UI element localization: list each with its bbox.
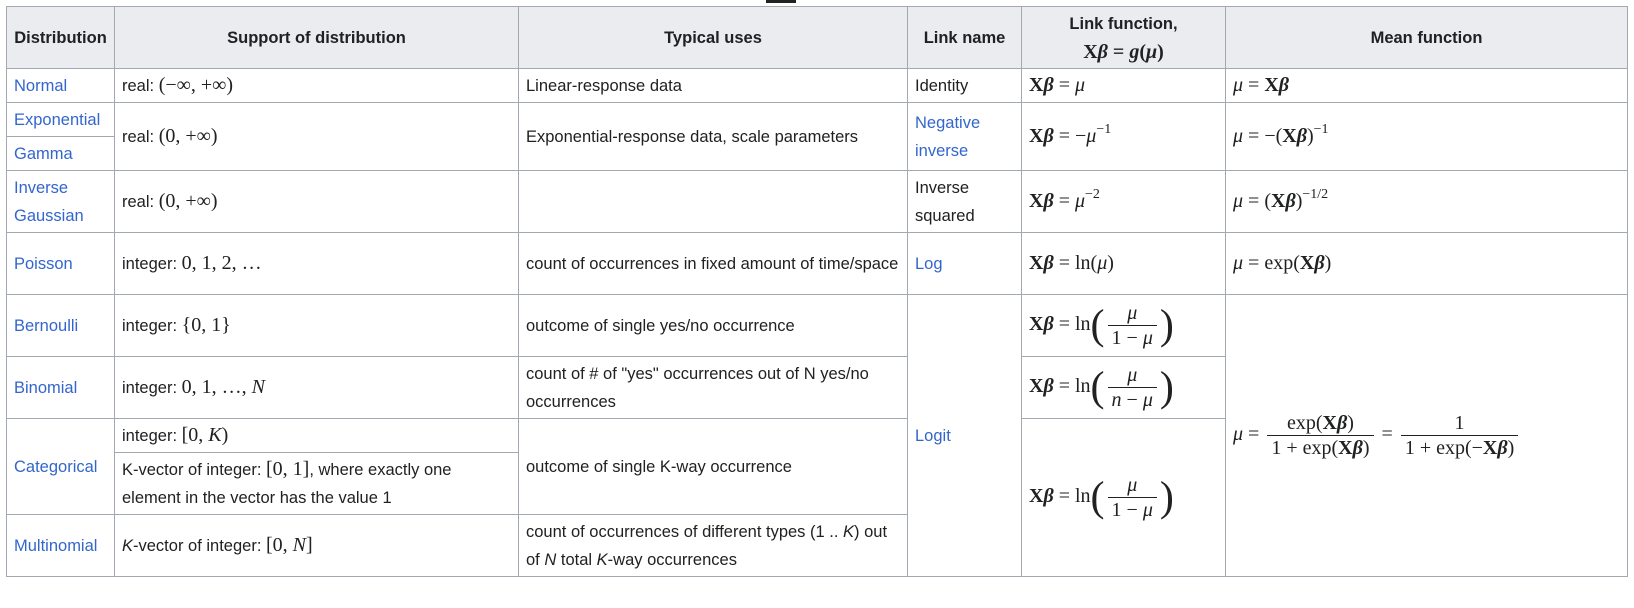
table-row-bernoulli	[7, 295, 1628, 357]
cell-uses-categorical: outcome of single K-way occurrence	[519, 419, 908, 515]
cell-support-bernoulli: integer: {0, 1}	[115, 295, 519, 357]
link-logit[interactable]: Logit	[915, 426, 951, 445]
link-multinomial[interactable]: Multinomial	[14, 536, 98, 555]
header-typical-uses: Typical uses	[519, 7, 908, 69]
link-categorical[interactable]: Categorical	[14, 457, 98, 476]
cell-support-categorical-2: K-vector of integer: [0, 1], where exactly one element in the vector has the value 1	[115, 453, 519, 515]
cell-link-function-binomial: Xβ = ln( $\frac{\mu}{n - \mu}$ )	[1022, 357, 1226, 419]
link-exponential[interactable]: Exponential	[14, 110, 101, 129]
header-row	[7, 7, 1628, 69]
cell-support-poisson: integer: 0, 1, 2, …	[115, 233, 519, 295]
cell-distribution-categorical	[7, 419, 115, 515]
cell-link-function-normal: Xβ = μ	[1022, 69, 1226, 103]
cell-link-function-categorical: Xβ = ln( $\frac{\mu}{1 - \mu}$ )	[1022, 419, 1226, 577]
cell-mean-function-inverse-gaussian: $\mu = (X\beta)^{-1/2}$	[1226, 171, 1628, 233]
cell-mean-function-exponential-gamma: $\mu = -(X\beta)^{-1}$	[1226, 103, 1628, 171]
cell-uses-normal: Linear-response data	[519, 69, 908, 103]
cell-support-multinomial: K-vector of integer: [0, N]	[115, 515, 519, 577]
cell-distribution-exponential	[7, 103, 115, 137]
cell-distribution-bernoulli	[7, 295, 115, 357]
header-distribution: Distribution	[7, 7, 115, 69]
table-row-normal	[7, 69, 1628, 103]
link-poisson[interactable]: Poisson	[14, 254, 73, 273]
link-log[interactable]: Log	[915, 254, 943, 273]
cell-link-name-normal: Identity	[908, 69, 1022, 103]
cell-link-function-inverse-gaussian: $X\beta = \mu^{-2}$	[1022, 171, 1226, 233]
cell-support-inverse-gaussian: real: (0, +∞)	[115, 171, 519, 233]
cell-uses-multinomial: count of occurrences of different types (1 .. K) out of N total K-way occurrences	[519, 515, 908, 577]
cell-link-name-exponential-gamma	[908, 103, 1022, 171]
cell-distribution-inverse-gaussian	[7, 171, 115, 233]
header-link-function-label: Link function,	[1069, 14, 1178, 33]
cell-uses-bernoulli: outcome of single yes/no occurrence	[519, 295, 908, 357]
table-row-poisson	[7, 233, 1628, 295]
cell-uses-poisson: count of occurrences in fixed amount of time/space	[519, 233, 908, 295]
cell-uses-binomial: count of # of "yes" occurrences out of N yes/no occurrences	[519, 357, 908, 419]
cell-distribution-binomial	[7, 357, 115, 419]
link-normal[interactable]: Normal	[14, 76, 68, 95]
header-mean-function: Mean function	[1226, 7, 1628, 69]
cell-distribution-gamma	[7, 137, 115, 171]
cell-link-name-inverse-gaussian: Inverse squared	[908, 171, 1022, 233]
cell-link-function-poisson: Xβ = ln(μ)	[1022, 233, 1226, 295]
cell-link-function-exponential-gamma: $X\beta = -\mu^{-1}$	[1022, 103, 1226, 171]
cell-link-name-poisson	[908, 233, 1022, 295]
cell-support-binomial: integer: 0, 1, …, N	[115, 357, 519, 419]
glm-link-functions-table	[6, 6, 1628, 577]
cell-link-name-logit	[908, 295, 1022, 577]
cell-distribution-poisson	[7, 233, 115, 295]
caption-fragment	[766, 0, 796, 3]
cell-mean-function-logit: μ = $\frac{\exp(X\beta)}{1 + \exp(X\beta)}$ = $\frac{1}{1 + \exp(-X\beta)}$	[1226, 295, 1628, 577]
cell-mean-function-normal: μ = Xβ	[1226, 69, 1628, 103]
cell-uses-inverse-gaussian	[519, 171, 908, 233]
link-gamma[interactable]: Gamma	[14, 144, 73, 163]
table-row-exponential	[7, 103, 1628, 137]
cell-support-exponential-gamma: real: (0, +∞)	[115, 103, 519, 171]
header-link-name: Link name	[908, 7, 1022, 69]
link-bernoulli[interactable]: Bernoulli	[14, 316, 79, 335]
link-inverse-gaussian[interactable]: Inverse Gaussian	[14, 178, 84, 225]
cell-distribution-normal	[7, 69, 115, 103]
link-negative-inverse[interactable]: Negative inverse	[915, 113, 981, 160]
table-row-inverse-gaussian	[7, 171, 1628, 233]
header-link-function	[1022, 7, 1226, 69]
cell-support-normal: real: (−∞, +∞)	[115, 69, 519, 103]
cell-distribution-multinomial	[7, 515, 115, 577]
cell-mean-function-poisson: μ = exp(Xβ)	[1226, 233, 1628, 295]
link-binomial[interactable]: Binomial	[14, 378, 78, 397]
header-link-function-formula: Xβ = g(μ)	[1083, 40, 1164, 63]
cell-uses-exponential-gamma: Exponential-response data, scale parameters	[519, 103, 908, 171]
cell-support-categorical-1: integer: [0, K)	[115, 419, 519, 453]
header-support: Support of distribution	[115, 7, 519, 69]
cell-link-function-bernoulli: Xβ = ln( $\frac{\mu}{1 - \mu}$ )	[1022, 295, 1226, 357]
